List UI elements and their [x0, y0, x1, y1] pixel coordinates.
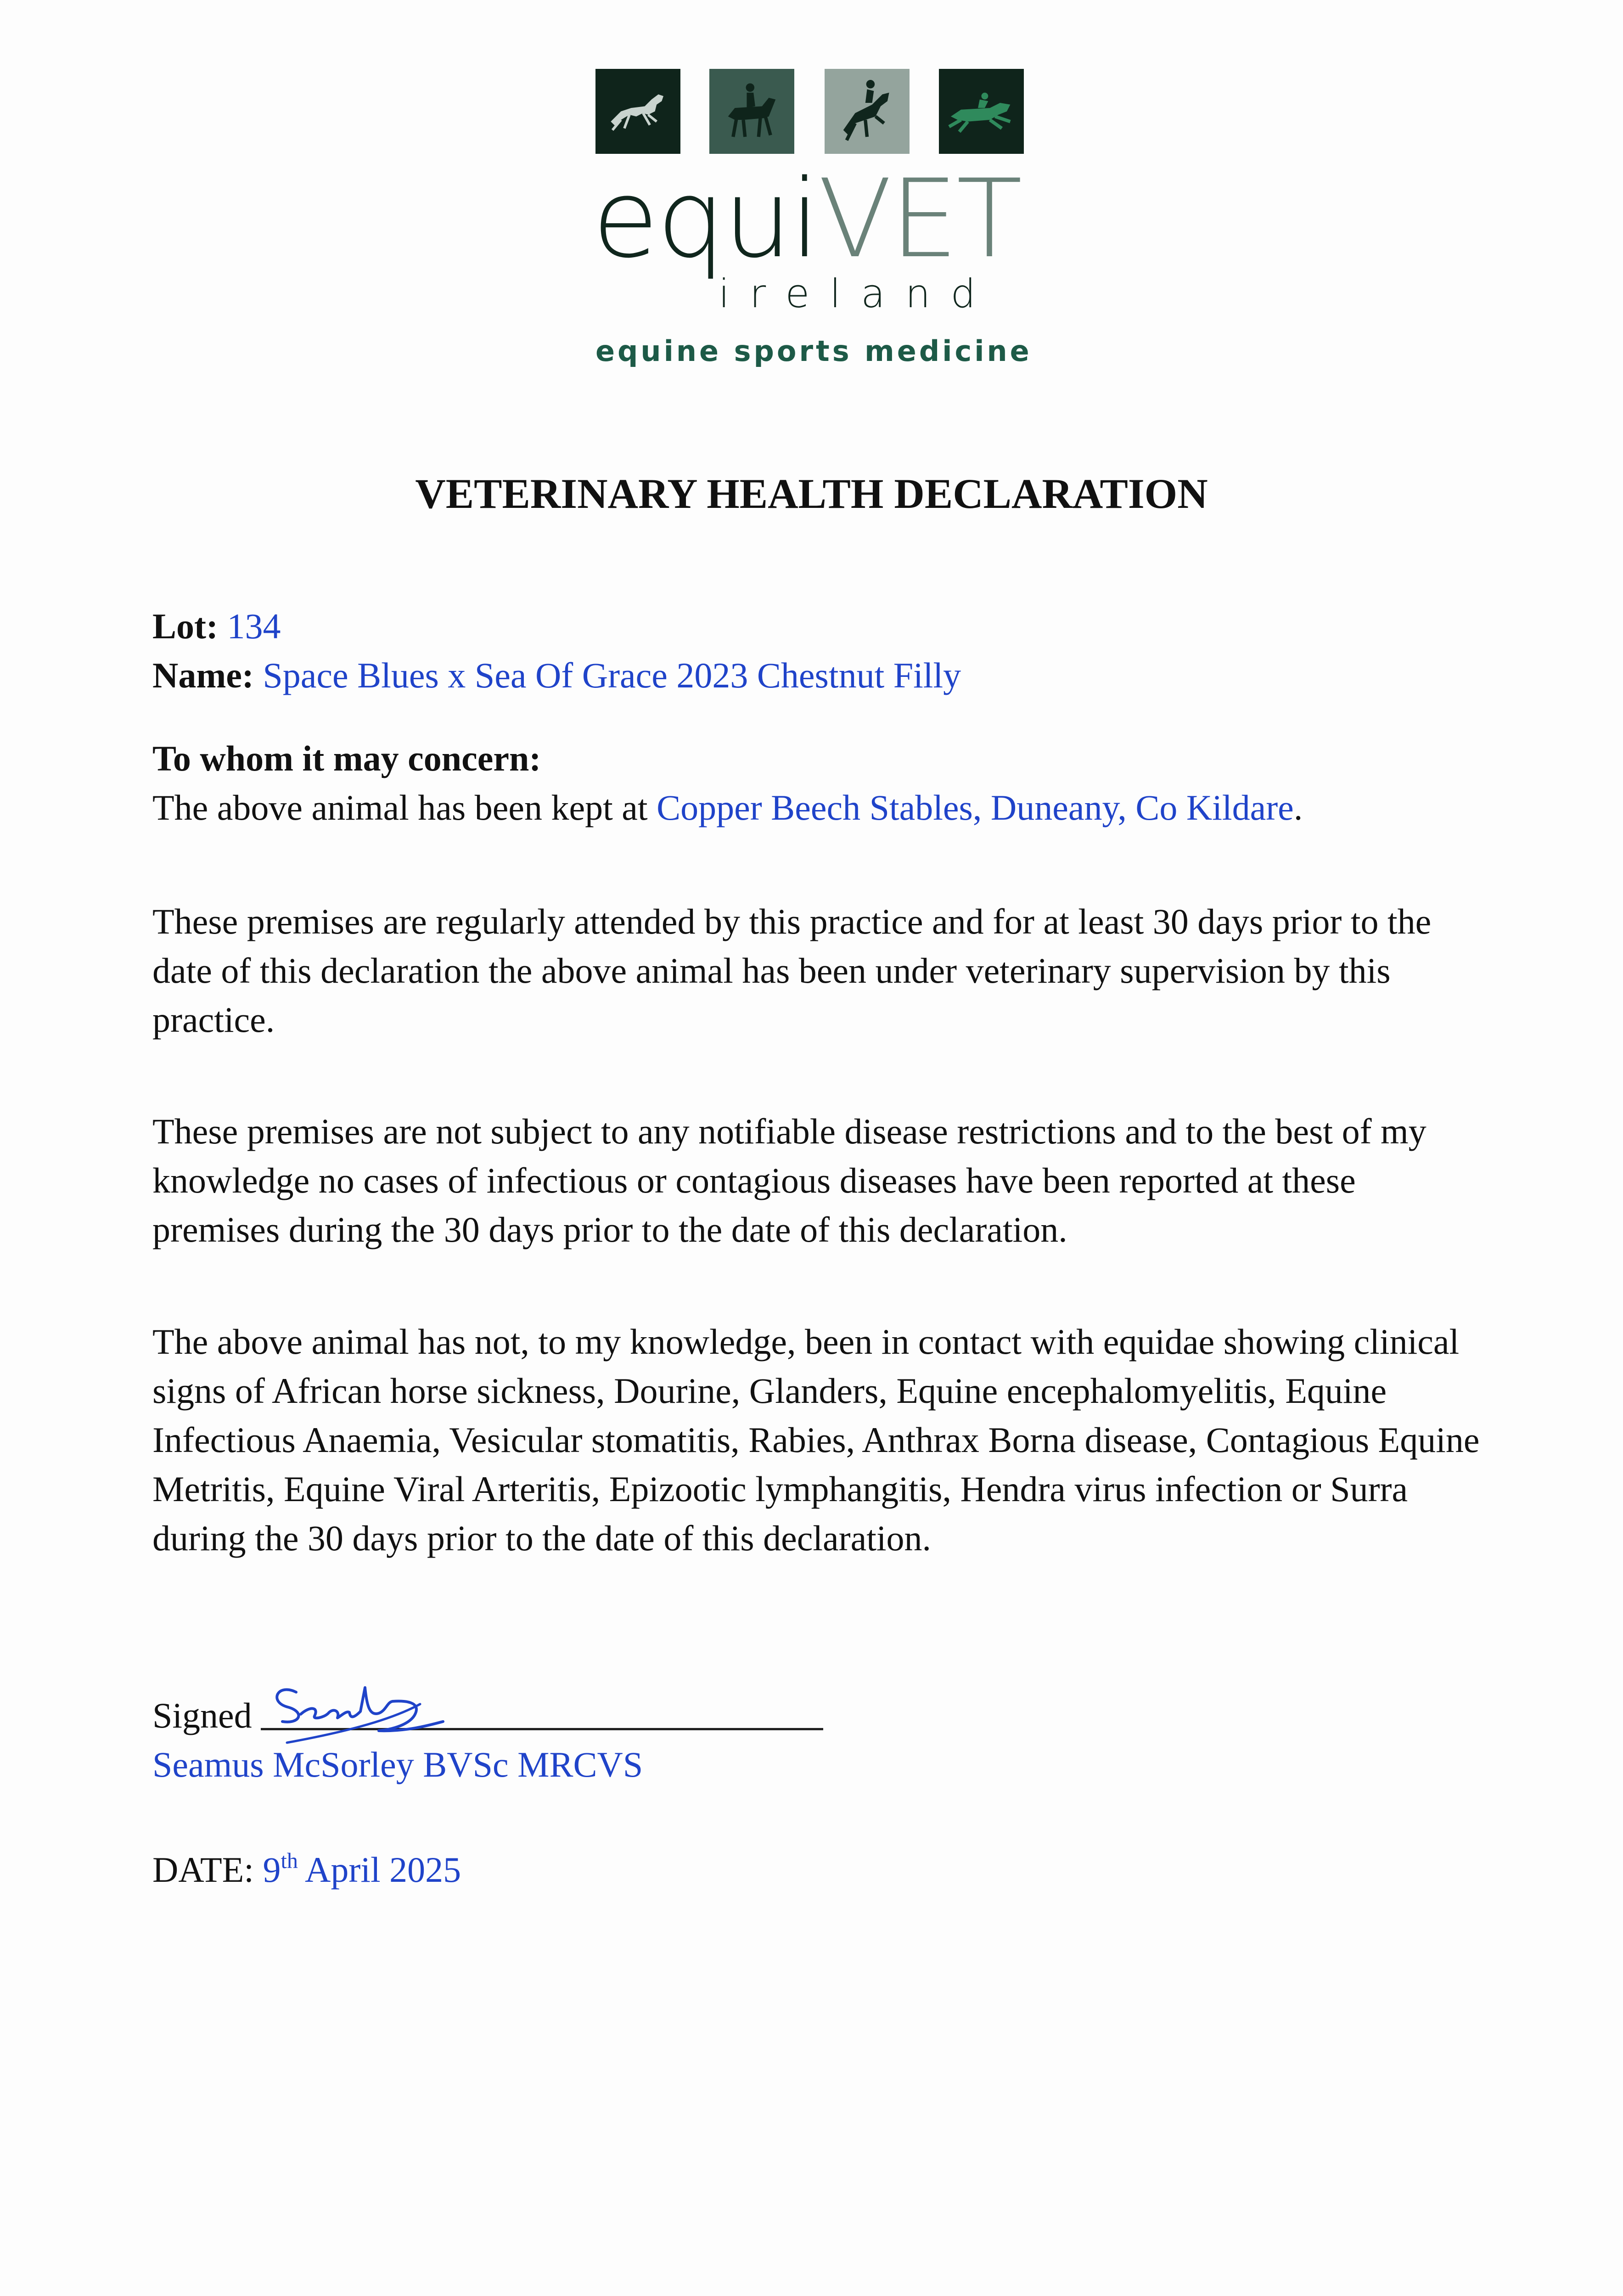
- animal-details: [152, 602, 1484, 700]
- horse-rider-icon: [709, 69, 794, 154]
- name-label: Name:: [152, 655, 254, 695]
- kept-at-prefix: The above animal has been kept at: [152, 788, 657, 827]
- date-day: 9: [263, 1850, 281, 1890]
- paragraph-disease-restrictions: These premises are not subject to any notifiable disease restrictions and to the best of my knowledge no cases of infectious or contagious diseases have been reported at these premises during the 30 days prior to the date of this declaration.: [152, 1111, 1426, 1249]
- logo-word-vet: VET: [818, 157, 1021, 282]
- date-value: [263, 1850, 461, 1890]
- kept-at-line: [152, 783, 1484, 832]
- name-line: [152, 651, 1484, 700]
- date-line: [152, 1845, 1484, 1894]
- salutation-block: [152, 734, 1484, 832]
- logo-subtitle: ireland: [719, 271, 996, 317]
- signed-label: Signed: [152, 1695, 252, 1735]
- racehorse-icon: [939, 69, 1024, 154]
- paragraph-supervision: These premises are regularly attended by this practice and for at least 30 days prior to the date of this declaration the above animal has been under veterinary supervision by this practice.: [152, 901, 1432, 1040]
- date-rest: April 2025: [298, 1850, 461, 1890]
- paragraph-contact-declaration: The above animal has not, to my knowledge, been in contact with equidae showing clinical signs of African horse sickness, Dourine, Glanders, Equine encephalomyelitis, Equine Infectious Anaemia, Vesicular stomatitis, Rabies, Anthrax Borna disease, Contagious Equine Metritis, Equine Viral Arteritis, Epizootic lymphangitis, Hendra virus infection or Surra during the 30 days prior to the date of this declaration.: [152, 1322, 1480, 1558]
- name-value: Space Blues x Sea Of Grace 2023 Chestnut Filly: [263, 655, 961, 695]
- practice-logo: [0, 0, 1623, 413]
- kept-at-suffix: .: [1293, 788, 1303, 827]
- logo-tagline: equine sports medicine: [595, 334, 1032, 368]
- logo-wordmark: [592, 157, 1021, 282]
- salutation: To whom it may concern:: [152, 738, 541, 778]
- horse-jumping-icon: [595, 69, 680, 154]
- page-title: VETERINARY HEALTH DECLARATION: [415, 470, 1208, 517]
- logo-word-equi: equi: [592, 157, 818, 282]
- date-label: DATE:: [152, 1850, 254, 1890]
- lot-line: [152, 602, 1484, 651]
- lot-value: 134: [227, 606, 281, 646]
- lot-label: Lot:: [152, 606, 218, 646]
- kept-at-location: Copper Beech Stables, Duneany, Co Kildare: [657, 788, 1294, 827]
- date-day-suffix: th: [281, 1849, 298, 1873]
- signatory-name: Seamus McSorley BVSc MRCVS: [152, 1745, 643, 1784]
- horse-jumping-rider-icon: [825, 69, 910, 154]
- handwritten-signature: [269, 1674, 461, 1752]
